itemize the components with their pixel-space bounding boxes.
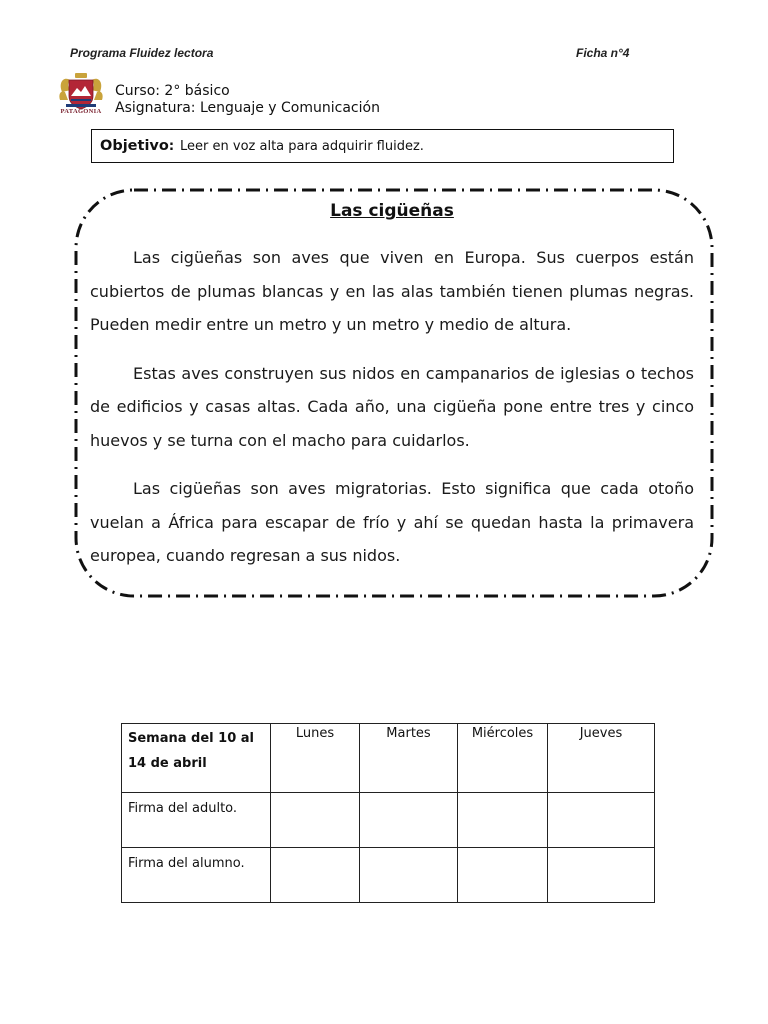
- reading-text: [90, 196, 694, 573]
- table-row: [122, 724, 655, 793]
- objective-label: Objetivo: [100, 138, 169, 154]
- student-signature-label: Firma del alumno.: [122, 848, 271, 903]
- objective-box: [91, 129, 674, 163]
- signature-cell[interactable]: [548, 793, 655, 848]
- table-row: [122, 793, 655, 848]
- week-label: Semana del 10 al 14 de abril: [122, 724, 271, 793]
- course-subject: Asignatura: Lenguaje y Comunicación: [115, 100, 380, 116]
- objective-text: Leer en voz alta para adquirir fluidez.: [180, 138, 424, 154]
- course-grade: Curso: 2° básico: [115, 83, 230, 99]
- program-title: Programa Fluidez lectora: [70, 46, 214, 60]
- school-logo-text: PATAGONIA: [60, 108, 102, 115]
- day-header-miercoles: Miércoles: [458, 724, 548, 793]
- reading-title: Las cigüeñas: [330, 201, 454, 221]
- signature-cell[interactable]: [458, 848, 548, 903]
- adult-signature-label: Firma del adulto.: [122, 793, 271, 848]
- day-header-lunes: Lunes: [271, 724, 360, 793]
- signature-cell[interactable]: [458, 793, 548, 848]
- signature-cell[interactable]: [271, 793, 360, 848]
- table-row: [122, 848, 655, 903]
- reading-paragraph-2: Estas aves construyen sus nidos en campanarios de iglesias o techos de edificios y casas altas. Cada año, una cigüeña pone entre tres y cinco huevos y se turna con el macho para cuidarlos.: [90, 363, 694, 450]
- objective-colon: :: [168, 138, 175, 154]
- day-header-martes: Martes: [360, 724, 458, 793]
- signature-cell[interactable]: [548, 848, 655, 903]
- signature-cell[interactable]: [271, 848, 360, 903]
- signature-cell[interactable]: [360, 848, 458, 903]
- signature-table: [121, 723, 655, 903]
- reading-paragraph-1: Las cigüeñas son aves que viven en Europa. Sus cuerpos están cubiertos de plumas blancas y en las alas también tienen plumas negras. Pueden medir entre un metro y un metro y medio de altura.: [90, 248, 694, 334]
- day-header-jueves: Jueves: [548, 724, 655, 793]
- sheet-number: Ficha n°4: [576, 46, 630, 60]
- reading-paragraph-3: Las cigüeñas son aves migratorias. Esto significa que cada otoño vuelan a África para escapar de frío y ahí se quedan hasta la primavera europea, cuando regresan a sus nidos.: [90, 479, 694, 565]
- course-info: [115, 83, 380, 117]
- signature-cell[interactable]: [360, 793, 458, 848]
